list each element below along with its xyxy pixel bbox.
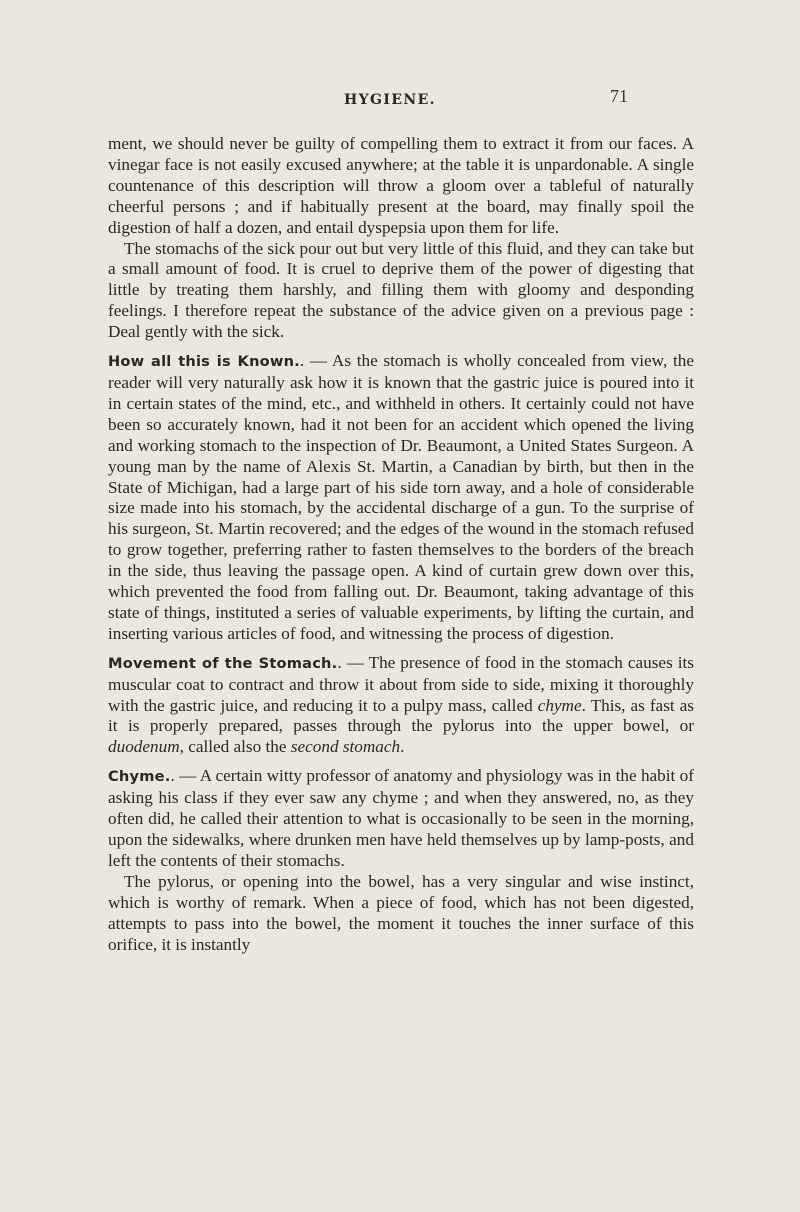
paragraph-movement [108,653,694,759]
term-chyme: chyme [537,695,582,715]
term-duodenum: duodenum [108,737,180,757]
paragraph-sick-stomachs: The stomachs of the sick pour out but very little of this fluid, and they can take but a small amount of food. It is cruel to deprive them of the power of digesting that little by treating them harshly, and filling them with gloomy and desponding feelings. I therefore repeat the substance of the advice given on a previous page : Deal gently with the sick. [108,238,694,342]
section-heading-chyme: Chyme. [108,768,171,786]
heading-separator: . — [299,351,332,371]
running-head: HYGIENE. [344,92,436,108]
paragraph-pylorus: The pylorus, or opening into the bowel, has a very singular and wise instinct, which is worthy of remark. When a piece of food, which has not been digested, attempts to pass into the bowel, the moment it touches the inner surface of this orifice, it is instantly [108,871,694,954]
heading-separator: . — [170,766,200,786]
movement-text-part-1: The presence of food in the stomach causes its muscular coat to contract and throw it about from side to side, mixing it thoroughly with the gastric juice, and reducing it to a pulpy mass, called [108,652,694,715]
movement-text-part-2: . This, as fast as it is properly prepared, passes through the pylorus into the upper bowel, or [108,695,694,736]
movement-text-end: . [400,737,405,757]
heading-separator: . — [337,652,369,672]
section-heading-how-known: How all this is Known. [108,353,300,371]
paragraph-chyme [108,766,694,872]
page-number: 71 [610,86,628,106]
section-heading-movement: Movement of the Stomach. [108,654,338,672]
paragraph-how-known [108,351,694,645]
movement-text-part-3: , called also the [179,737,291,757]
page-header [0,86,800,116]
paragraph-how-known-text: As the stomach is wholly concealed from view, the reader will very naturally ask how it is known that the gastric juice is poured into it in certain states of the mind, etc., and withheld in others. It certainly could not have been so accurately known, had it not been for an accident which opened the living and working stomach to the inspection of Dr. Beaumont, a United States Surgeon. A young man by the name of Alexis St. Martin, a Canadian by birth, but then in the State of Michigan, had a large part of his side torn away, and a hole of considerable size made into his stomach, by the accidental discharge of a gun. To the surprise of his surgeon, St. Martin recovered; and the edges of the wound in the stomach refused to grow together, preferring rather to fasten themselves to the borders of the breach in the side, thus leaving the passage open. A kind of curtain grew down over this, which prevented the food from falling out. Dr. Beaumont, taking advantage of this state of things, instituted a series of valuable experiments, by lifting the curtain, and inserting various articles of food, and witnessing the process of digestion. [108,351,694,643]
paragraph-chyme-text: A certain witty professor of anatomy and physiology was in the habit of asking his class if they ever saw any chyme ; and when they answered, no, as they often did, he called their attention to what is occasionally to be seen in the morning, upon the sidewalks, where drunken men have held themselves up by lamp-posts, and left the contents of their stomachs. [108,766,694,870]
term-second-stomach: second stomach [290,737,401,757]
body-text [108,134,694,955]
paragraph-continuation: ment, we should never be guilty of compelling them to extract it from our faces. A vinegar face is not easily excused anywhere; at the table it is unpardonable. A single countenance of this description will throw a gloom over a tableful of naturally cheerful persons ; and if habitually present at the board, may finally spoil the digestion of half a dozen, and entail dyspepsia upon them for life. [108,134,694,237]
